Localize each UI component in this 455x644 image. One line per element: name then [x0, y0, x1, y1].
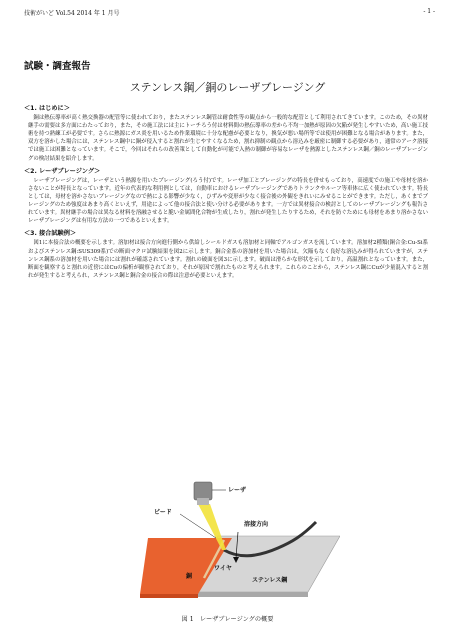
- figure-laser-brazing-diagram: [140, 478, 340, 598]
- heading-joining-test: ＜3. 接合試験例＞: [24, 230, 77, 238]
- page-header: [24, 8, 435, 17]
- laser-nozzle: [197, 498, 209, 505]
- section-title: 試験・調査報告: [24, 61, 91, 72]
- copper-plate-edge: [140, 594, 198, 598]
- heading-intro: ＜1. はじめに＞: [24, 105, 70, 112]
- label-stainless: ステンレス鋼: [252, 577, 288, 584]
- heading-laser-brazing: ＜2. レーザブレージング＞: [24, 167, 101, 175]
- label-wire: ワイヤ: [214, 565, 232, 572]
- stainless-plate-edge: [180, 592, 308, 597]
- document-title: ステンレス鋼／銅のレーザブレージング: [129, 81, 326, 94]
- label-laser: レーザ: [228, 487, 247, 494]
- label-bead: ビード: [154, 509, 172, 516]
- laser-head: [194, 482, 212, 500]
- label-copper: 銅: [186, 573, 193, 580]
- paragraph-intro: 銅は熱伝導率が高く熱交換器の配管等に使われており，またステンレス鋼管は耐食性等の観点から一般的な配管として利用されてきています。このため，その異材継手の需要は多方面にわたっており，また，その施工法には主にトーチろう付は材料間の熱伝導率の差から不均一加熱が原因の欠陥が発生しやすいため，高い施工技術を持つ熟練工が必要です。さらに熱源にガス炎を用いるため作業環境に十分な配慮が必要となり，換気が悪い場所等では使用が困難となる場合があります。また，双方を溶かした場合には，ステンレス鋼中に銅が侵入すると割れが生じやすくなるため，割れ抑制の観点から溶込みを厳密に制御する必要があり，通常のアーク溶接では施工は困難となっています。そこで，今回はそれらの改善策として自動化が可能で入熱の制御が容易なレーザを熱源としたステンレス鋼／銅のレーザブレージングの検討結果を紹介します。: [28, 115, 428, 162]
- article-body: [24, 105, 428, 280]
- paragraph-joining-test: 図1に本接合法の概要を示します。溶加材は接合方向進行側から供給しシールドガスも溶加材と同軸でアルゴンガスを流しています。溶加材2種類(銅合金:Cu-Si系およびステンレス鋼:SUS309系)での断面マクロ試験結果を図2に示します。銅合金系の溶加材を用いた場合は，欠陥もなく良好な溶込みが得られていますが，ステンレス鋼系の溶加材を用いた場合には割れが確認されています。割れの破面を図3に示します。破面は滑らかな形状を示しており，高温割れとなっています。また，断面を観察すると割れの近傍にはCuの偏析が観察されており，それが原因で割れたものと考えられます。これらのことから，ステンレス鋼にCuが少量混入すると割れが発生すると考えられ，ステンレス鋼と銅合金の接合の際は注意が必要といえます。: [28, 240, 428, 279]
- paragraph-laser-brazing: レーザブレージングは，レーザという熱源を用いたブレージング(ろう付)です。レーザ加工とブレージングの特長を併せもっており，高速度での施工や母材を溶かさないことが特長となっています。近年の代表的な利用例としては，自動車におけるレーザブレージングでありトランクやルーフ等車体に広く使われています。特長としては，母材を溶かさないブレージングなので熱による影響が少なく，ひずみや変形が少なく接合後の外観をきれいにみせることができます。ただし，あくまでブレージングのため強度はあまり高くといえず，用途によって他の接合法と使い分ける必要があります。一方では異材接合の検討としてのレーザブレージングも報告されています。異材継手の場合は異なる材料を溶融させると脆い金属間化合物が生成したり，割れが発生したりするため，それを防ぐためにも母材をあまり溶かさないレーザブレージングは有用な方法の一つであるといえます。: [28, 177, 428, 225]
- page-number: - 1 -: [423, 8, 435, 15]
- figure-caption: 図 1 レーザブレージングの概要: [181, 616, 274, 623]
- label-direction: 溶接方向: [244, 521, 269, 528]
- journal-info: 技術がいど Vol.54 2014 年 1 月号: [24, 10, 120, 17]
